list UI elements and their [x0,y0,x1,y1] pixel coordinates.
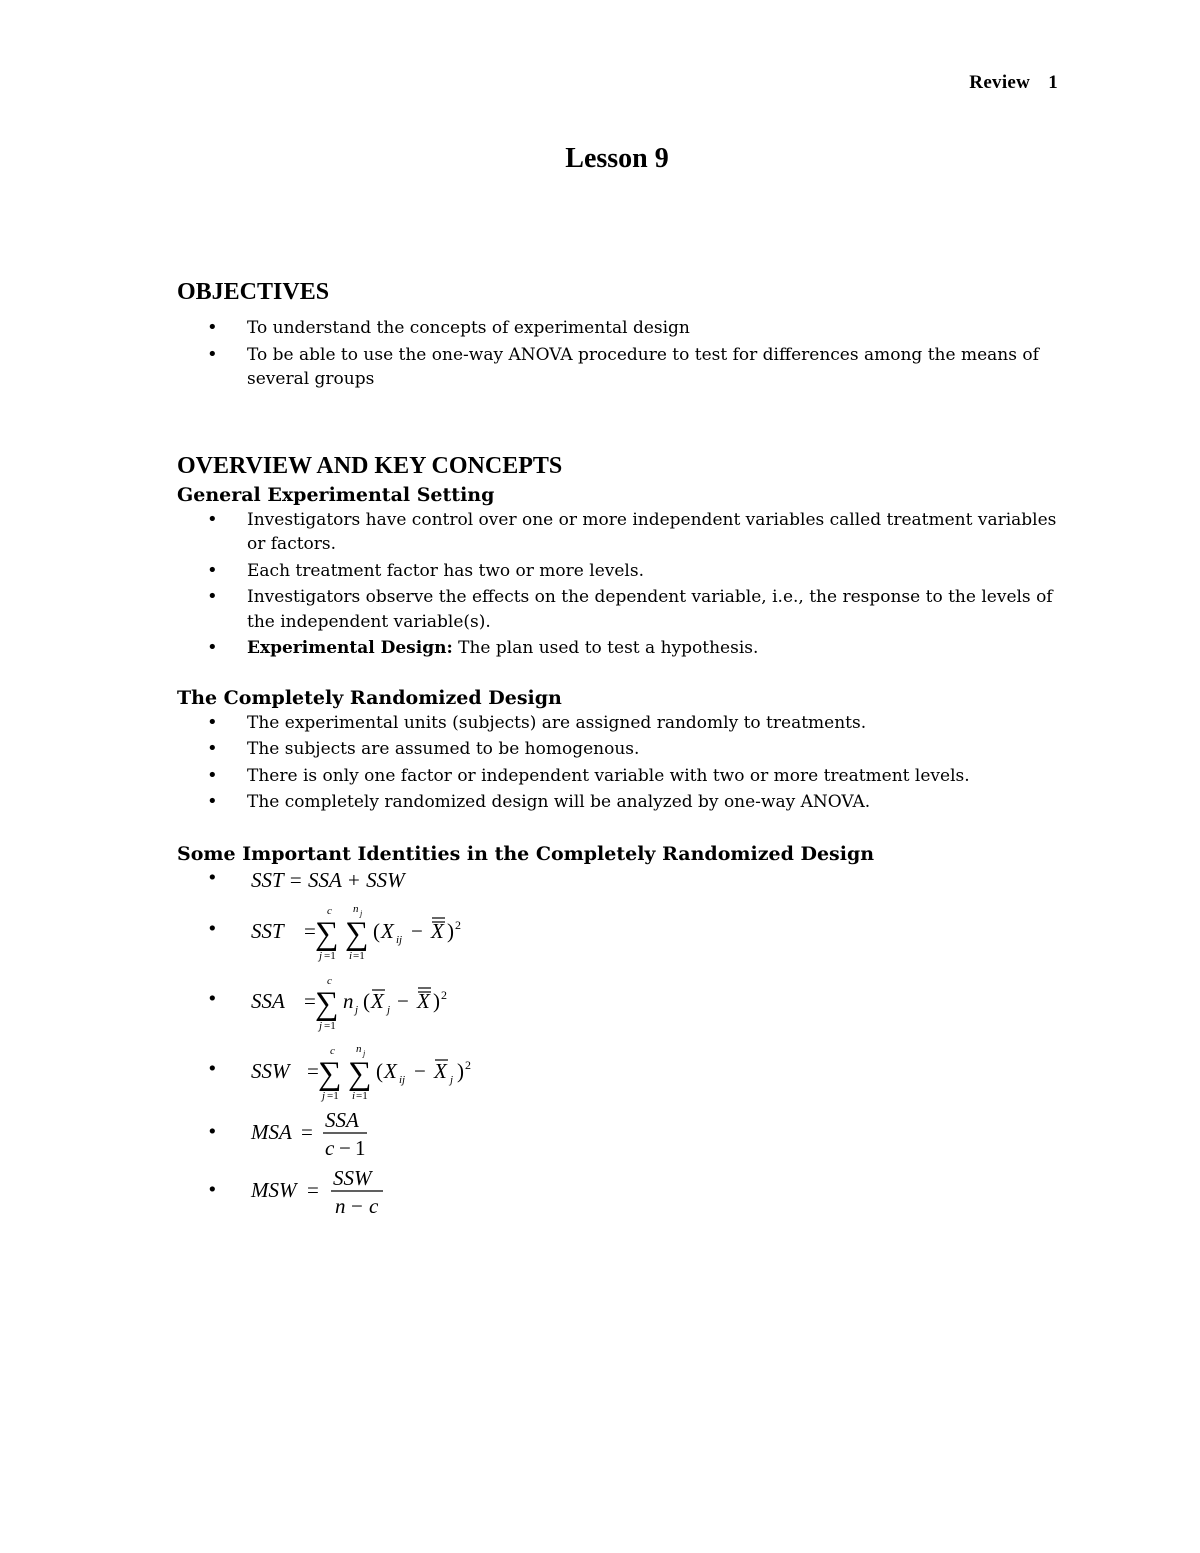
formula-item [177,1039,1057,1103]
svg-text:SST = SSA + SSW: • SST = SSA + SSW [251,867,405,892]
svg-text:c: c [327,904,332,917]
list-item: • Investigators observe the effects on the dependent variable, i.e., the response to the levels of the independent variable(s). [177,585,1057,634]
svg-text:ij: ij [396,933,403,946]
svg-text:c: c [327,974,332,987]
identities-list [177,867,1057,1219]
svg-text:c: c [330,1044,335,1057]
svg-text:n: n [356,1042,362,1055]
svg-text:∑: ∑ [315,985,339,1022]
svg-text:SSA: SSA [325,1107,359,1132]
svg-text:−: − [414,1058,426,1083]
svg-text:∑: ∑ [318,1055,342,1092]
svg-text:SSW: • SSW [251,1058,290,1083]
svg-text:j: j [319,949,323,962]
svg-text:n: n [343,988,354,1013]
formula-msw [251,1165,451,1219]
svg-text:X: X [381,918,394,943]
list-item: • To understand the concepts of experimental design [177,316,1057,341]
svg-text:n: n [335,1193,346,1218]
svg-text:−: − [339,1135,351,1160]
svg-text:=1: =1 [327,1089,339,1102]
svg-text:(: ( [376,1058,383,1083]
objectives-heading: OBJECTIVES [177,279,330,305]
page-title: Lesson 9 [565,143,669,174]
svg-text:c: c [325,1135,335,1160]
list-item: • Investigators have control over one or more independent variables called treatment variables or factors. [177,508,1057,557]
formula-item [177,1107,1057,1161]
running-header [969,72,1058,94]
svg-text:(: ( [373,918,380,943]
svg-text:i: i [349,949,353,962]
list-item: • To be able to use the one-way ANOVA procedure to test for differences among the means of several groups [177,343,1057,392]
svg-text:): ) [457,1058,464,1083]
overview-heading: OVERVIEW AND KEY CONCEPTS [177,452,563,479]
svg-text:j: j [319,1019,323,1032]
formula-item [177,969,1057,1033]
svg-text:X: X [431,918,444,943]
svg-text:=: = [304,918,316,943]
svg-text:=1: =1 [356,1089,368,1102]
list-item [177,636,1057,661]
formula-ssa [251,969,531,1033]
svg-text:X: X [371,988,384,1013]
svg-text:j: j [322,1089,326,1102]
svg-text:(: ( [363,988,370,1013]
design-definition: The plan used to test a hypothesis. [452,638,759,658]
header-label: Review [969,72,1031,93]
svg-text:=: = [301,1119,313,1144]
svg-text:∑: ∑ [348,1055,372,1092]
svg-text:X: X [417,988,430,1013]
svg-text:j: j [387,1003,391,1016]
svg-text:2: 2 [455,917,461,932]
crd-list [177,711,1057,815]
general-setting-heading: General Experimental Setting [177,483,495,506]
svg-text:=: = [307,1177,319,1202]
svg-text:j: j [363,1048,366,1058]
svg-text:n: n [353,902,359,915]
svg-text:=: = [307,1058,319,1083]
svg-text:): ) [433,988,440,1013]
svg-text:j: j [360,908,363,918]
svg-text:=1: =1 [324,949,336,962]
svg-text:∑: ∑ [315,915,339,952]
svg-text:X: X [384,1058,397,1083]
list-item: • The subjects are assumed to be homogenous. [177,737,1057,762]
formula-item [177,867,1057,893]
svg-text:): ) [447,918,454,943]
svg-text:c: c [369,1193,379,1218]
formula-ssw [251,1039,531,1103]
list-item: • Each treatment factor has two or more levels. [177,559,1057,584]
svg-text:=: = [304,988,316,1013]
general-setting-list [177,508,1057,661]
svg-text:MSA: • MSA [251,1119,292,1144]
svg-text:SST: • SST [251,918,284,943]
formula-item [177,1165,1057,1219]
crd-heading: The Completely Randomized Design [177,686,562,709]
list-item: • The experimental units (subjects) are assigned randomly to treatments. [177,711,1057,736]
svg-text:j: j [355,1003,359,1016]
svg-text:−: − [351,1193,363,1218]
svg-text:MSW: • MSW [251,1177,297,1202]
objectives-list [177,316,1057,392]
svg-text:∑: ∑ [345,915,369,952]
design-term: Experimental Design: [247,638,453,658]
formula-sst [251,899,531,963]
svg-text:−: − [411,918,423,943]
document-body [177,276,1057,1221]
svg-text:2: 2 [441,987,447,1002]
svg-text:j: j [450,1073,454,1086]
svg-text:i: i [352,1089,356,1102]
list-item: • The completely randomized design will be analyzed by one-way ANOVA. [177,790,1057,815]
identities-heading: Some Important Identities in the Completely Randomized Design [177,842,875,865]
svg-text:SSA: • SSA [251,988,285,1013]
list-item: • There is only one factor or independent variable with two or more treatment levels. [177,764,1057,789]
svg-text:=1: =1 [324,1019,336,1032]
svg-text:X: X [434,1058,447,1083]
svg-text:=1: =1 [353,949,365,962]
formula-item [177,899,1057,963]
svg-text:SSW: SSW [333,1165,372,1190]
svg-text:−: − [397,988,409,1013]
svg-text:2: 2 [465,1057,471,1072]
page-number: 1 [1048,72,1058,93]
formula-sst-sum [251,867,511,893]
formula-msa [251,1107,451,1161]
svg-text:ij: ij [399,1073,406,1086]
svg-text:1: 1 [355,1135,366,1160]
